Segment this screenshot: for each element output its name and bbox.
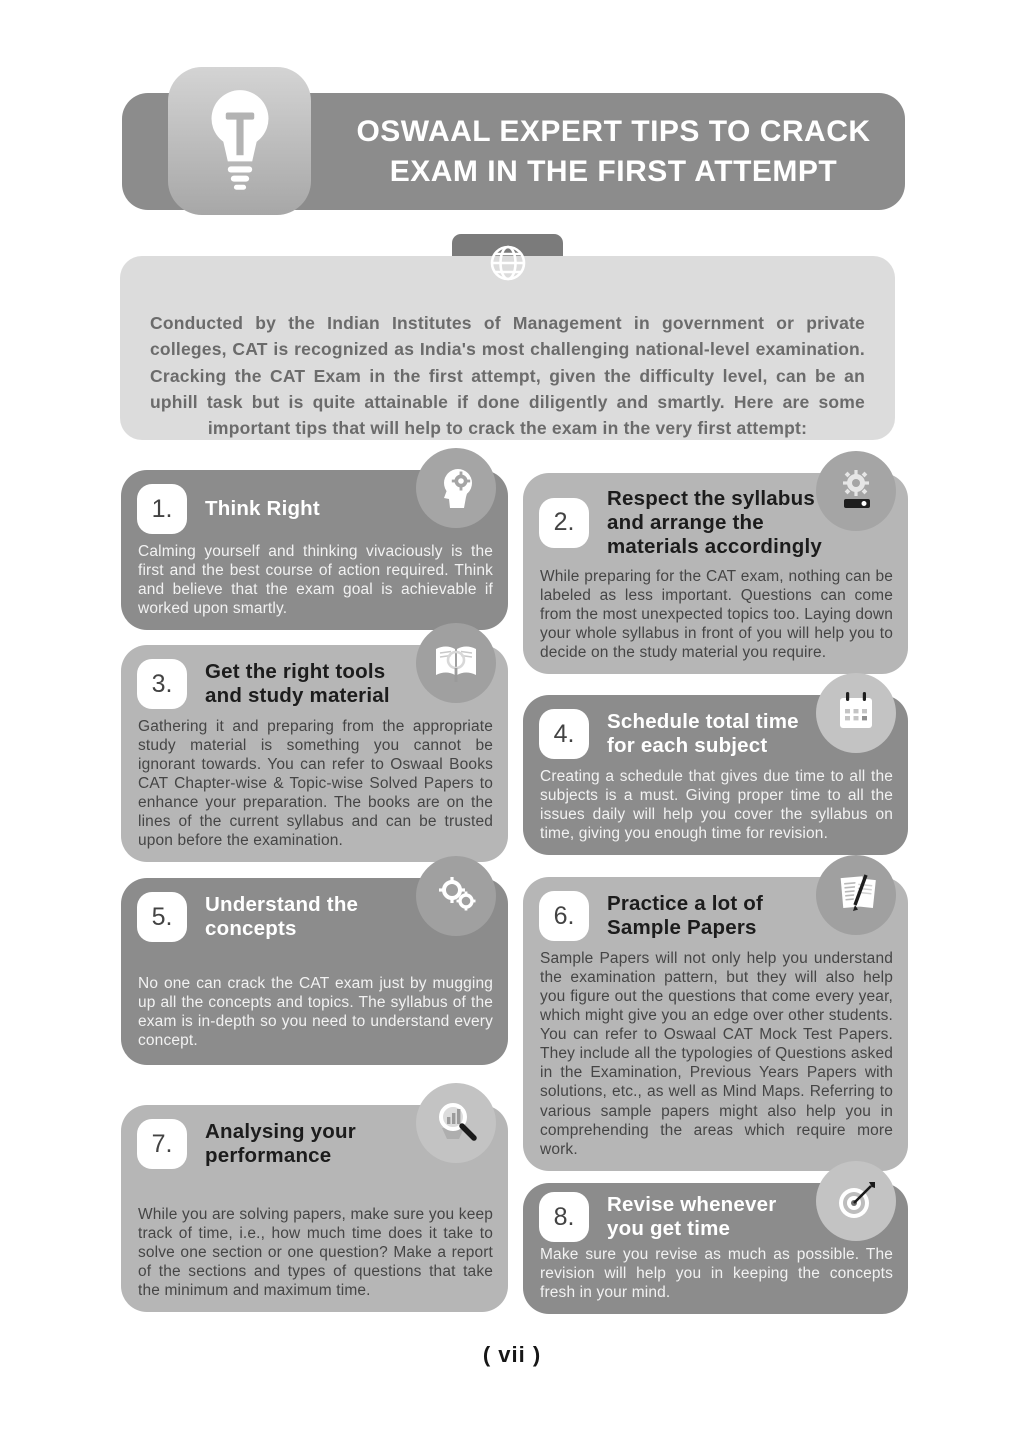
tip-body: While you are solving papers, make sure you keep track of time, i.e., how much time does it take to solve one section or one question? Make a report of the sections and types of questions that take the minimum and maximum time. [138, 1206, 493, 1300]
tip-number-badge [137, 1119, 187, 1169]
page-number: ( vii ) [482, 1342, 542, 1367]
gear-hand-icon [816, 451, 896, 531]
tip-body: Creating a schedule that gives due time to all the subjects is a must. Giving proper time to all the issues daily will help you cover the syllabus on time, giving you enough time for revision. [540, 768, 893, 843]
tip-title: Get the right tools and study material [205, 660, 390, 707]
target-dart-icon [816, 1161, 896, 1241]
tip-number: 4. [553, 719, 575, 748]
tip-card-7 [121, 1105, 508, 1312]
tip-number: 3. [151, 669, 173, 698]
page-title-line2: EXAM IN THE FIRST ATTEMPT [389, 154, 838, 188]
book-search-icon [416, 623, 496, 703]
tip-number: 5. [151, 902, 173, 931]
tip-body: Make sure you revise as much as possible. The revision will help you in keeping the concepts fresh in your mind. [540, 1246, 893, 1302]
head-gear-icon [416, 448, 496, 528]
tip-body: Sample Papers will not only help you understand the examination pattern, but they will also help you figure out the questions that come every year, which might give you an edge over other students. You can refer to Oswaal CAT Mock Test Papers. They include all the typologies of Questions asked in the Examination, Previous Years Papers with solutions, etc., as well as Mind Maps. Referring to various sample papers might also help you in comprehending the areas which require more work. [540, 950, 893, 1158]
tip-number-badge [539, 1192, 589, 1242]
tip-number-badge [539, 498, 589, 548]
tip-number-badge [137, 659, 187, 709]
tip-number-badge [137, 892, 187, 942]
tip-body: No one can crack the CAT exam just by mugging up all the concepts and topics. The syllabus of the exam is in-depth so you need to understand every concept. [138, 975, 493, 1050]
tip-number: 1. [151, 494, 173, 523]
tip-title: Think Right [205, 497, 320, 520]
tip-title: Revise whenever you get time [607, 1193, 777, 1240]
tip-number-badge [539, 891, 589, 941]
tip-title: Practice a lot of Sample Papers [607, 892, 764, 939]
tip-card-2 [523, 473, 908, 674]
papers-pencil-icon [816, 855, 896, 935]
page-title [322, 93, 905, 210]
tip-card-6 [523, 877, 908, 1171]
page-title-line1: OSWAAL EXPERT TIPS TO CRACK [356, 114, 871, 148]
tip-number-badge [539, 709, 589, 759]
tip-title: Analysing your performance [205, 1120, 356, 1167]
calendar-icon [816, 673, 896, 753]
intro-paragraph: Conducted by the Indian Institutes of Management in government or private colleges, CAT is recognized as India's most challenging national-level examination. Cracking the CAT Exam in the first attempt, given the difficulty level, can be an uphill task but is quite attainable if done diligently and smartly. Here are some important tips that will help to crack the exam in the very first attempt: [120, 256, 895, 440]
tip-body: Gathering it and preparing from the appropriate study material is something you cannot be ignorant towards. You can refer to Oswaal Books CAT Chapter-wise & Topic-wise Solved Papers to enhance your preparation. The books are on the lines of the current syllabus and can be trusted upon before the examination. [138, 718, 493, 850]
globe-icon [484, 239, 532, 287]
lightbulb-icon [194, 80, 286, 202]
tip-number: 8. [553, 1202, 575, 1231]
tip-card-4 [523, 695, 908, 855]
tip-card-8 [523, 1183, 908, 1314]
tip-number: 7. [151, 1129, 173, 1158]
tip-title: Schedule total time for each subject [607, 710, 799, 757]
tip-body: Calming yourself and thinking vivaciously is the first and the best course of action required. Think and believe that the exam goal is achievable if worked upon smartly. [138, 543, 493, 618]
tip-card-1 [121, 470, 508, 630]
tip-number: 6. [553, 901, 575, 930]
tip-number: 2. [553, 508, 575, 537]
magnifier-chart-icon [416, 1083, 496, 1163]
gears-icon [416, 856, 496, 936]
lightbulb-tile [168, 67, 311, 215]
tip-title: Respect the syllabus and arrange the materials accordingly [607, 487, 822, 558]
tip-title: Understand the concepts [205, 893, 359, 940]
tip-card-3 [121, 645, 508, 862]
tip-card-5 [121, 878, 508, 1065]
tip-number-badge [137, 484, 187, 534]
tip-body: While preparing for the CAT exam, nothing can be labeled as less important. Questions can come from the most unexpected topics too. Laying down your whole syllabus in front of you will help you to decide on the study material you require. [540, 567, 893, 662]
